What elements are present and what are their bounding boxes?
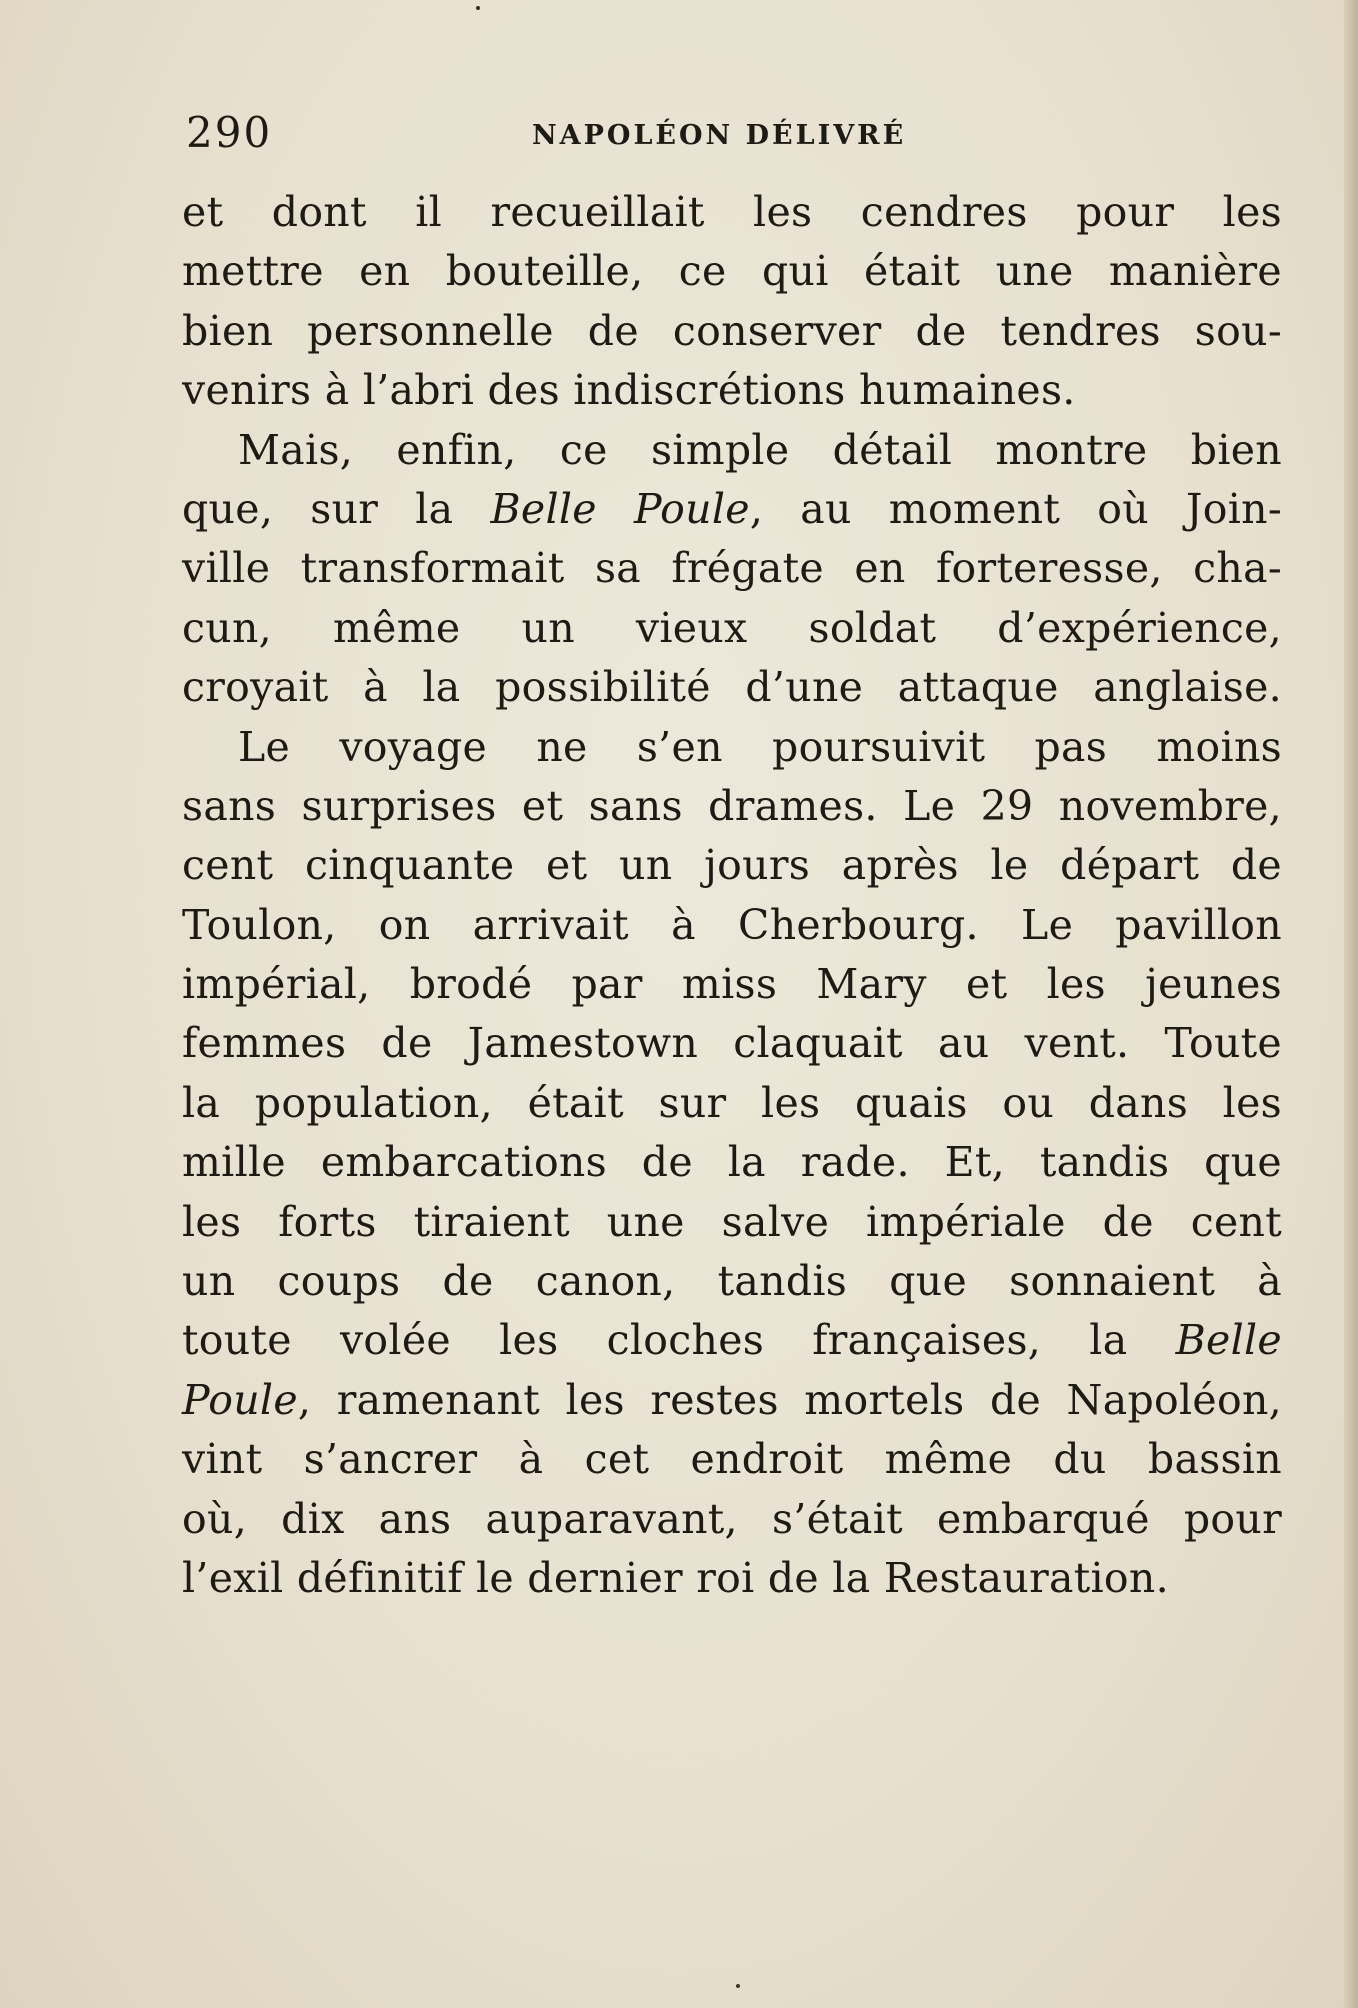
running-title: NAPOLÉON DÉLIVRÉ — [532, 120, 907, 151]
text-line: sans surprises et sans drames. Le 29 novembre, — [182, 781, 1282, 830]
text-line: venirs à l’abri des indiscrétions humaines. — [182, 366, 1076, 415]
page-number: 290 — [186, 108, 273, 157]
paper-speck — [476, 6, 480, 10]
paragraph-first-line: Le voyage ne s’en poursuivit pas moins — [238, 722, 1282, 771]
text-line: et dont il recueillait les cendres pour les — [182, 188, 1282, 236]
text-line: que, sur la Belle Poule, au moment où Join- — [182, 484, 1282, 533]
ship-name-italic: Belle — [1175, 1316, 1282, 1365]
text-line: toute volée les cloches françaises, la Belle — [182, 1316, 1282, 1365]
text-line: femmes de Jamestown claquait au vent. Toute — [182, 1019, 1282, 1068]
text-line: Poule, ramenant les restes mortels de Napoléon, — [182, 1375, 1282, 1424]
text-line: mille embarcations de la rade. Et, tandis que — [182, 1138, 1282, 1187]
ship-name-italic: Belle Poule — [490, 484, 750, 533]
page-edge-shadow — [1344, 0, 1358, 2008]
text-line: l’exil définitif le dernier roi de la Restauration. — [182, 1553, 1169, 1602]
ship-name-italic: Poule — [182, 1375, 298, 1424]
paper-speck — [736, 1984, 740, 1988]
running-head — [186, 108, 1286, 158]
body-text — [182, 183, 1282, 1608]
text-line: cent cinquante et un jours après le départ de — [182, 841, 1282, 890]
text-line: les forts tiraient une salve impériale de cent — [182, 1197, 1282, 1246]
text-line: Toulon, on arrivait à Cherbourg. Le pavillon — [182, 900, 1282, 949]
text-line: bien personnelle de conserver de tendres sou- — [182, 306, 1282, 355]
text-line: mettre en bouteille, ce qui était une manière — [182, 247, 1282, 296]
text-line: ville transformait sa frégate en forteresse, cha- — [182, 544, 1282, 593]
text-line: où, dix ans auparavant, s’était embarqué pour — [182, 1494, 1282, 1543]
text-line: vint s’ancrer à cet endroit même du bassin — [182, 1435, 1282, 1484]
text-line: cun, même un vieux soldat d’expérience, — [182, 603, 1282, 652]
paragraph-first-line: Mais, enfin, ce simple détail montre bien — [238, 425, 1282, 474]
text-line: la population, était sur les quais ou dans les — [182, 1078, 1282, 1127]
text-line: croyait à la possibilité d’une attaque anglaise. — [182, 663, 1282, 712]
text-line: un coups de canon, tandis que sonnaient à — [182, 1257, 1282, 1306]
text-line: impérial, brodé par miss Mary et les jeunes — [182, 960, 1282, 1009]
